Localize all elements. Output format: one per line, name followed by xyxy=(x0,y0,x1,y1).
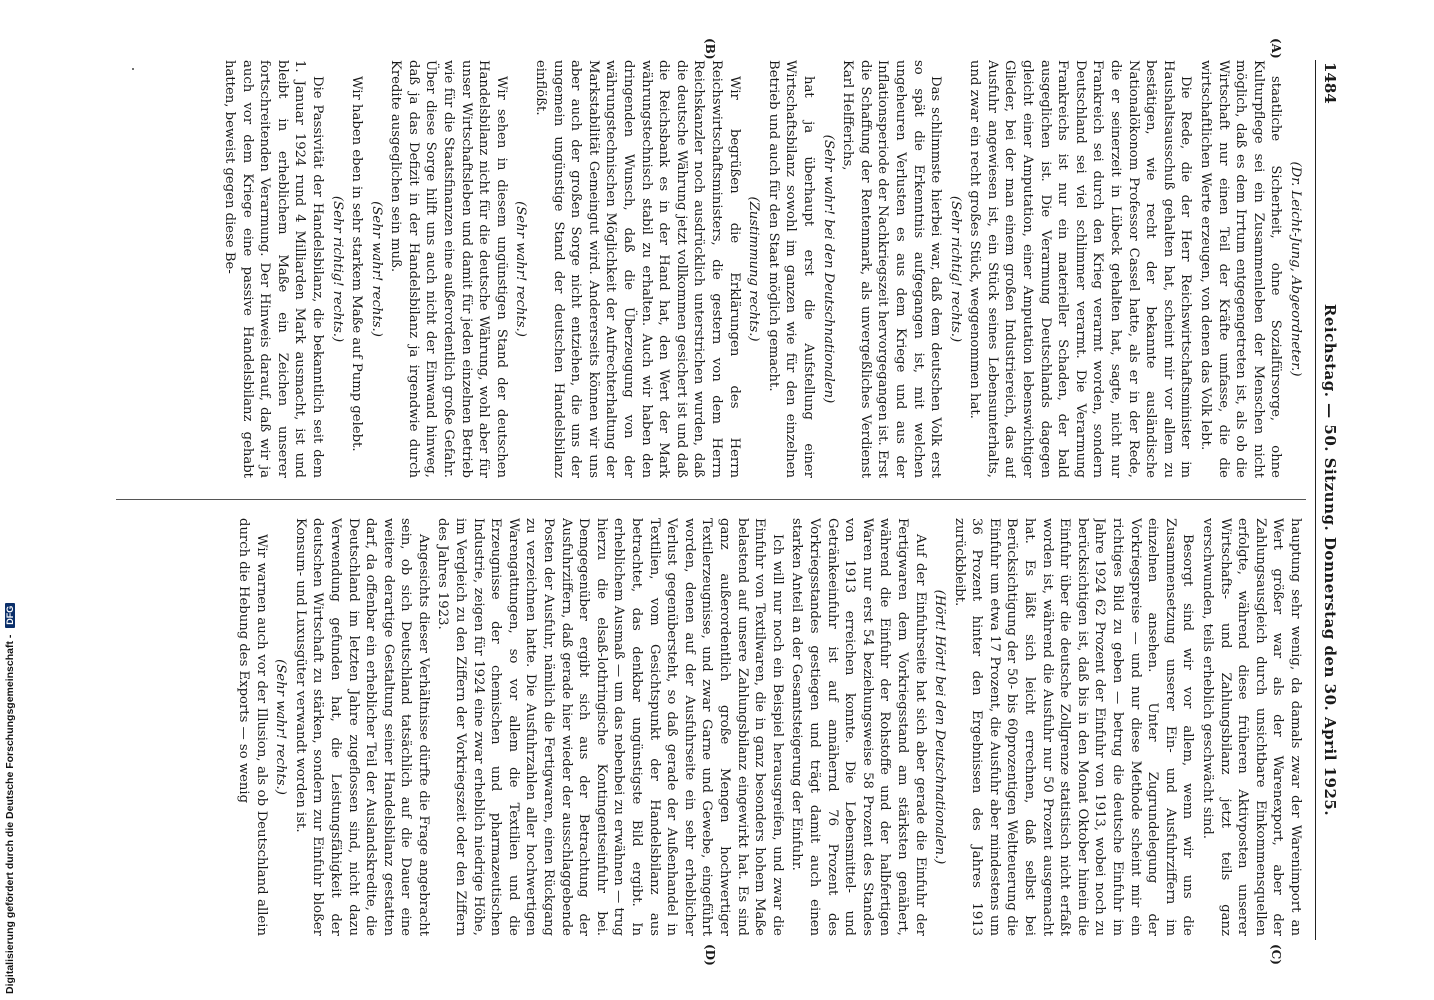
paragraph: Das schlimmste hierbei war, daß dem deutschen Volk erst so spät die Erkenntnis aufgegangen ist, mit welchen ungeheuren Verlusten es aus dem Kriege und aus der Inflationsperiode der Nachkriegszeit hervorgegangen ist. Erst die Schaffung der Rentenmark, als unvergeßliches Verdienst Karl Helfferichs, xyxy=(840,60,944,478)
paragraph: staatliche Sicherheit, ohne Sozialfürsorge, ohne Kulturpflege sei ein Zusammenleben der Menschen nicht möglich, daß es dem Irrtum entgegengetreten ist, als ob die Wirtschaft nur einen Teil der Kräfte umfasse, die die wirtschaftlichen Werte erzeugen, von denen das Volk lebt. xyxy=(1198,60,1284,478)
document-page xyxy=(100,38,1340,966)
scan-speck xyxy=(132,68,134,70)
paragraph: Besorgt sind wir vor allem, wenn wir uns die Zusammensetzung unserer Ein- und Ausfuhrziffern im einzelnen ansehen. Unter Zugrundelegung der Vorkriegspreise — und nur diese Methode scheint mir ein richtiges Bild zu geben — betrug die deutsche Einfuhr im Jahre 1924 62 Prozent der Einfuhr von 1913, wobei noch zu berücksichtigen ist, daß bis in den Monat Oktober hinein die Einfuhr über die deutsche Zollgrenze statistisch nicht erfaßt worden ist, während die Ausfuhr nur 50 Prozent ausgemacht hat. Es läßt sich leicht errechnen, daß selbst bei Berücksichtigung der 50- bis 60prozentigen Weltteuerung die Einfuhr um etwa 17 Prozent, die Ausfuhr aber mindestens um 36 Prozent hinter den Ergebnissen des Jahres 1913 zurückbleibt. xyxy=(951,518,1196,936)
margin-mark-d: (D) xyxy=(703,944,717,966)
credit-text: Digitalisierung gefördert durch die Deutsche Forschungsgemeinschaft - xyxy=(4,634,16,994)
digitization-credit xyxy=(4,603,16,994)
left-text-column xyxy=(124,60,1304,478)
paragraph: (Hört! Hört! bei den Deutschnationalen.) xyxy=(932,589,948,865)
paragraph: Wir warnen auch vor der Illusion, als ob Deutschland allein durch die Hebung des Exports — so wenig xyxy=(235,518,269,936)
page-number: 1484 xyxy=(1321,62,1339,104)
paragraph: (Sehr wahr! rechts.) xyxy=(513,201,529,337)
paragraph: (Sehr richtig! rechts.) xyxy=(329,195,345,343)
paragraph: Wir haben eben in sehr starkem Maße auf Pump gelebt. xyxy=(349,76,365,452)
paragraph: hat ja überhaupt erst die Aufstellung einer Wirtschaftsbilanz sowohl im ganzen wie für den einzelnen Betrieb und auch für den Staat möglich gemacht. xyxy=(765,60,816,478)
paragraph: (Sehr richtig! rechts.) xyxy=(947,195,963,343)
margin-mark-b: (B) xyxy=(703,38,717,60)
paragraph: Auf der Einfuhrseite hat sich aber gerade die Einfuhr der Fertigwaren dem Vorkriegsstand am stärksten genähert, während die Einfuhr der Rohstoffe und der halbfertigen Waren nur erst 54 beziehungsweise 58 Prozent des Standes von 1913 erreichen konnte. Die Lebensmittel- und Getränkeeinfuhr ist auf annähernd 76 Prozent des Vorkriegsstandes gestiegen und trägt damit auch einen starken Anteil an der Gesamtsteigerung der Einfuhr. xyxy=(789,518,928,936)
column-divider xyxy=(116,499,1306,500)
right-text-column xyxy=(124,518,1304,936)
page-header xyxy=(1315,60,1340,940)
paragraph: Wir begrüßen die Erklärungen des Herrn Reichswirtschaftsministers, die gestern von dem Herrn Reichskanzler noch ausdrücklich unterstrichen wurden, daß die deutsche Währung jetzt vollkommen gesichert ist und daß die Reichsbank es in der Hand hat, den Wert der Mark währungstechnisch stabil zu erhalten. Auch wir haben den dringenden Wunsch, daß die Überzeugung von der währungstechnischen Möglichkeit der Aufrechterhaltung der Markstabilität Gemeingut wird. Andererseits können wir uns aber auch der großen Sorge nicht entziehen, die uns der ungemein ungünstige Stand der deutschen Handelsbilanz einflößt. xyxy=(533,60,742,478)
margin-mark-c: (C) xyxy=(1269,944,1283,965)
paragraph: hauptung sehr wenig, da damals zwar der Warenimport an Wert größer war als der Warenexport, aber der Zahlungsausgleich durch unsichtbare Einkommensquellen erfolgte, während diese früheren Aktivposten unserer Wirtschafts- und Zahlungsbilanz jetzt teils ganz verschwunden, teils erheblich geschwächt sind. xyxy=(1200,518,1303,936)
paragraph: (Zustimmung rechts.) xyxy=(746,196,762,342)
paragraph: Die Rede, die der Herr Reichswirtschaftsminister im Haushaltsausschuß gehalten hat, scheint mir vor allem zu bestätigen, wie recht der bekannte ausländische Nationalökonom Professor Cassel hatte, als er in der Rede, die er seinerzeit in Lübeck gehalten hat, sagte, nicht nur Frankreich sei durch den Krieg verarmt worden, sondern Deutschland sei viel schlimmer verarmt. Die Verarmung Frankreichs ist nur ein materieller Schaden, der bald ausgeglichen ist. Die Verarmung Deutschlands dagegen gleicht einer Amputation, einer Amputation lebenswichtiger Glieder, bei der man einem großen Industriereich, das auf Ausfuhr angewiesen ist, ein Stück seines Lebensunterhalts, und zwar ein recht großes Stück, weggenommen hat. xyxy=(967,60,1194,478)
paragraph: (Dr. Leicht-Jung, Abgeordneter.) xyxy=(1288,161,1303,377)
paragraph: Die Passivität der Handelsbilanz, die bekanntlich seit dem 1. Januar 1924 rund 4 Milliarden Mark ausmacht, ist und bleibt in erheblichem Maße ein Zeichen unserer fortschreitenden Verarmung. Der Hinweis darauf, daß wir ja auch vor dem Kriege eine passive Handelsbilanz gehabt hatten, beweist gegen diese Be- xyxy=(221,60,325,478)
paragraph: (Sehr wahr! bei den Deutschnationalen) xyxy=(820,134,836,404)
paragraph: Ich will nur noch ein Beispiel herausgreifen, und zwar die Einfuhr von Textilwaren, die in ganz besonders hohem Maße belastend auf unsere Zahlungsbilanz eingewirkt hat. Es sind ganz außerordentlich große Mengen hochwertiger Textilerzeugnisse, und zwar Garne und Gewebe, eingeführt worden, denen auf der Ausfuhrseite ein sehr erheblicher Verlust gegenübersteht, so daß gerade der Außenhandel in Textilien, vom Gesichtspunkt der Handelsbilanz aus betrachtet, das denkbar ungünstigste Bild ergibt. In erheblichem Ausmaß — um das nebenbei zu erwähnen — trug hierzu die elsaß-lothringische Kontingentseinfuhr bei. Demgegenüber ergibt sich aus der Betrachtung der Ausfuhrziffern, daß gerade hier wieder der ausschlaggebende Posten der Ausfuhr, nämlich die Fertigwaren, einen Rückgang zu verzeichnen hatte. Die Ausfuhrzahlen aller hochwertigen Warengattungen, so vor allem die Textilien und die Erzeugnisse der chemischen und pharmazeutischen Industrie, zeigen für 1924 eine zwar erheblich niedrige Höhe, im Vergleich zu den Ziffern der Vorkriegszeit oder den Ziffern des Jahres 1923. xyxy=(435,518,785,936)
margin-mark-a: (A) xyxy=(1269,38,1283,59)
page-title: Reichstag. — 50. Sitzung. Donnerstag den 30. April 1925. xyxy=(1321,303,1339,817)
paragraph: (Sehr wahr! rechts.) xyxy=(368,201,384,337)
paragraph: (Sehr wahr! rechts.) xyxy=(273,659,289,795)
paragraph: Wir sehen in diesem ungünstigen Stand der deutschen Handelsbilanz nicht für die deutsche Währung, wohl aber für unser Wirtschaftsleben und damit für jeden einzelnen Betrieb wie für die Staatsfinanzen eine außerordentlich große Gefahr. Über diese Sorge hilft uns auch nicht der Einwand hinweg, daß ja das Defizit in der Handelsbilanz ja irgendwie durch Kredite ausgeglichen sein muß. xyxy=(388,60,509,478)
paragraph: Angesichts dieser Verhältnisse dürfte die Frage angebracht sein, ob sich Deutschland tatsächlich auf die Dauer eine weitere derartige Gestaltung seiner Handelsbilanz gestatten darf, da offenbar ein erheblicher Teil der Auslandskredite, die Deutschland im letzten Jahre zugeflossen sind, nicht dazu Verwendung gefunden hat, die Leistungsfähigkeit der deutschen Wirtschaft zu stärken, sondern zur Einfuhr bloßer Konsum- und Luxusgüter verwandt worden ist. xyxy=(292,518,431,936)
dfg-logo: DFG xyxy=(5,603,15,628)
